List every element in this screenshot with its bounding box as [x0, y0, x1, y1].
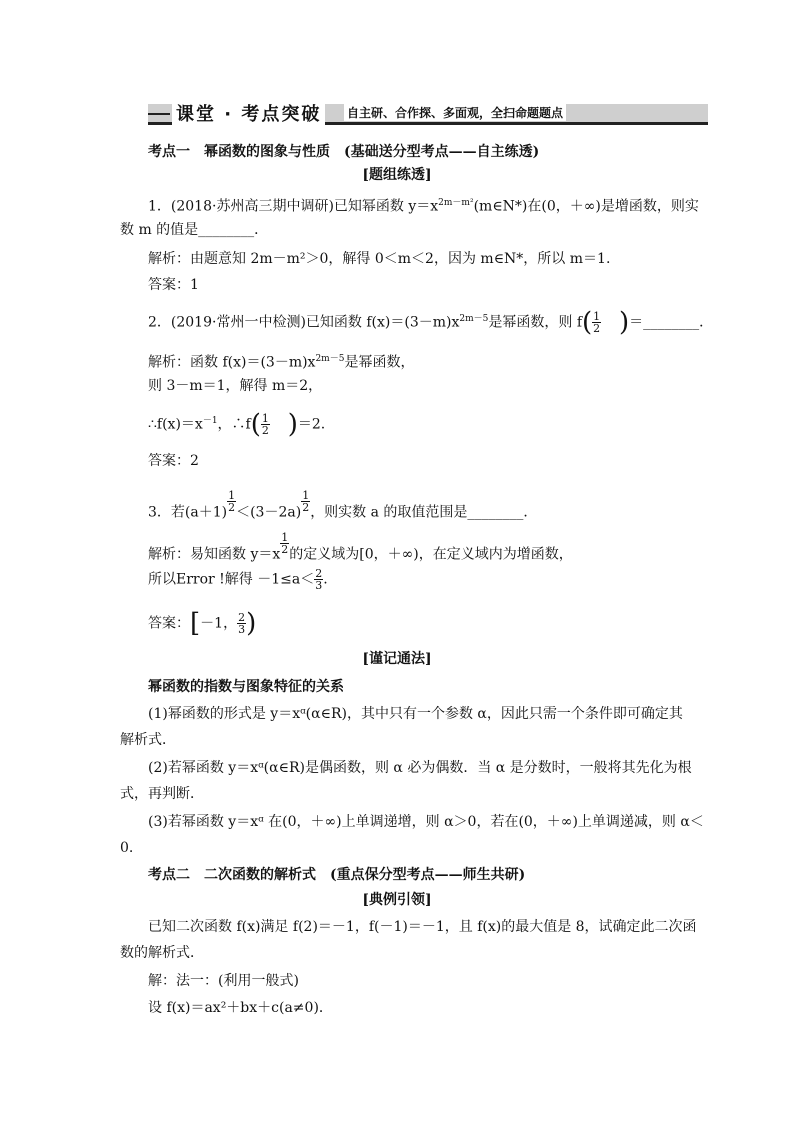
q1-stem-cont: 数 m 的值是________． [120, 222, 269, 238]
memo-p2-line2: 式，再判断． [120, 786, 204, 802]
kp2-example-line2: 数的解析式． [120, 945, 204, 961]
q2-fraction: $\frac{1}{2}$ [593, 310, 601, 336]
q2-stem [148, 307, 714, 338]
q2-exponent: 2m－5 [459, 314, 489, 324]
memo-p1-line2: 解析式． [120, 732, 176, 748]
memo-label: [谨记通法] [362, 651, 432, 667]
banner-title: 课堂 · 考点突破 [172, 100, 325, 126]
q1-mid: (m∈N*)在(0，＋∞)是增函数，则实 [473, 198, 699, 215]
kp2-example-label: [典例引领] [362, 892, 432, 908]
memo-p3-line2: 0. [120, 840, 134, 856]
q2-left-paren: ( [582, 307, 593, 338]
q2-mid: 是幂函数，则 f [488, 314, 583, 331]
kp1-group-label: [题组练透] [362, 167, 432, 183]
q2-step3: $\therefore f(x)=x^{-1}$，∴f( $\frac{1}{2}$ )＝2. [148, 409, 326, 440]
kp2-example-line1: 已知二次函数 f(x)满足 f(2)＝－1，f(－1)＝－1，且 f(x)的最大值是 8，试确定此二次函 [148, 919, 697, 935]
q3-answer: 答案：[－1， $\frac{2}{3}$ ) [148, 608, 257, 639]
q3-solution: 解析：易知函数 y＝x $\frac{1}{2}$ 的定义域为[0，＋∞)，在定义域内为增函数， [148, 531, 573, 563]
q1-stem [148, 194, 699, 216]
memo-p1-line1: (1)幂函数的形式是 y＝xᵅ(α∈R)，其中只有一个参数 α，因此只需一个条件即可确定其 [148, 706, 683, 722]
q3-stem: 3．若(a＋1) $\frac{1}{2}$ ＜(3－2a) $\frac{1}{2}$ ，则实数 a 的取值范围是________． [148, 489, 538, 521]
q3-sol-exponent: $\frac{1}{2}$ [281, 531, 289, 556]
memo-p3-line1: (3)若幂函数 y＝xᵅ 在(0，＋∞)上单调递增，则 α＞0，若在(0，＋∞)上单调递减，则 α＜ [148, 814, 704, 830]
q2-solution: 解析：函数 $f(x)=(3-m)x^{2m-5}$是幂函数， [148, 354, 415, 371]
q2-right-paren: ) [618, 307, 630, 338]
q3-step2: 所以Error !解得 －1≤a＜ $\frac{2}{3}$ . [148, 567, 328, 592]
q2-lead: 2．(2019·常州一中检测)已知函数 f(x)＝(3－m)x [148, 314, 460, 331]
q1-solution: 解析：由题意知 2m－m²＞0，解得 0＜m＜2，因为 m∈N*，所以 m＝1. [148, 251, 611, 267]
kp2-heading: 考点二 二次函数的解析式 (重点保分型考点——师生共研) [148, 867, 526, 883]
q1-lead: 1．(2018·苏州高三期中调研)已知幂函数 y＝x [148, 198, 439, 215]
banner-decoration [148, 113, 170, 115]
banner-subtitle: 自主研、合作探、多面观，全扫命题题点 [344, 104, 566, 121]
memo-p2-line1: (2)若幂函数 y＝xᵅ(α∈R)是偶函数，则 α 必为偶数．当 α 是分数时，一般将其先化为根 [148, 760, 692, 776]
q3-exponent-2: $\frac{1}{2}$ [302, 489, 310, 514]
q2-step2: 则 3－m＝1，解得 m＝2， [148, 378, 323, 394]
kp1-heading: 考点一 幂函数的图象与性质 (基础送分型考点——自主练透) [148, 144, 540, 160]
q2-tail: ＝________． [629, 314, 714, 331]
q3-exponent-1: $\frac{1}{2}$ [228, 489, 236, 514]
q3-answer-fraction: $\frac{2}{3}$ [238, 611, 246, 636]
section-banner [148, 104, 708, 126]
kp2-solution-2: 设 f(x)＝ax²＋bx＋c(a≠0)． [148, 1000, 333, 1016]
q3-step2-fraction: $\frac{2}{3}$ [315, 567, 323, 592]
q2-step3-fraction: $\frac{1}{2}$ [261, 412, 269, 438]
kp2-solution-1: 解：法一：(利用一般式) [148, 973, 299, 989]
memo-title: 幂函数的指数与图象特征的关系 [148, 679, 344, 695]
q1-exponent: 2m－m² [438, 198, 474, 208]
q1-answer: 答案：1 [148, 277, 199, 293]
q2-answer: 答案：2 [148, 453, 199, 469]
